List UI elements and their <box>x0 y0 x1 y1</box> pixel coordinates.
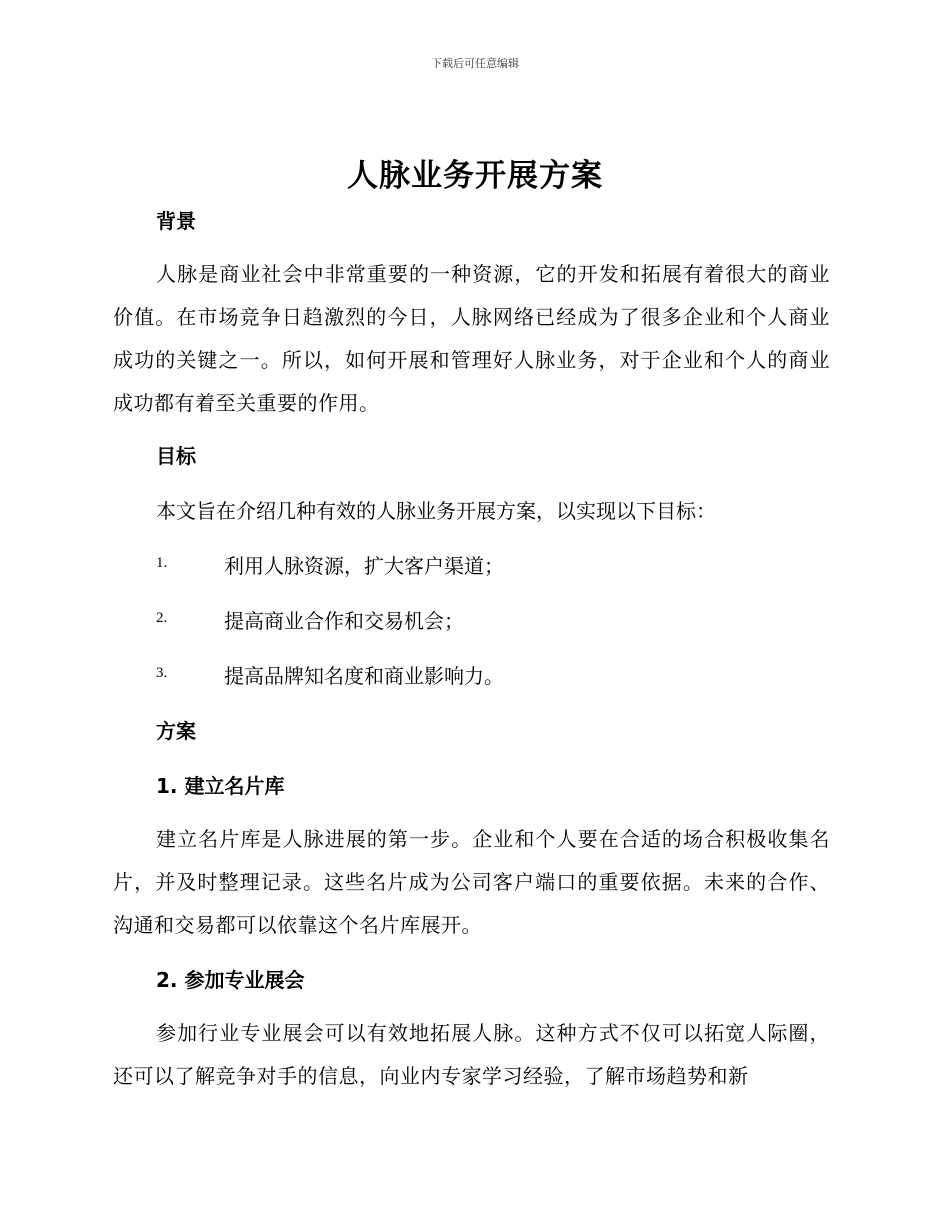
plan1-paragraph: 建立名片库是人脉进展的第一步。企业和个人要在合适的场合积极收集名片，并及时整理记录。这些名片成为公司客户端口的重要依据。未来的合作、沟通和交易都可以依靠这个名片库展开。 <box>113 827 830 937</box>
list-text: 利用人脉资源，扩大客户渠道； <box>224 554 504 578</box>
goal-heading: 目标 <box>156 444 196 468</box>
plan2-paragraph: 参加行业专业展会可以有效地拓展人脉。这种方式不仅可以拓宽人际圈，还可以了解竞争对手的信息，向业内专家学习经验，了解市场趋势和新 <box>113 1021 830 1088</box>
list-text: 提高商业合作和交易机会； <box>224 609 464 633</box>
goal-list-item <box>156 552 836 580</box>
goal-list-item <box>156 662 836 690</box>
goal-intro: 本文旨在介绍几种有效的人脉业务开展方案，以实现以下目标： <box>156 499 716 523</box>
plan2-heading: 2. 参加专业展会 <box>156 968 305 992</box>
background-paragraph: 人脉是商业社会中非常重要的一种资源，它的开发和拓展有着很大的商业价值。在市场竞争日趋激烈的今日，人脉网络已经成为了很多企业和个人商业成功的关键之一。所以，如何开展和管理好人脉业务，对于企业和个人的商业成功都有着至关重要的作用。 <box>113 262 830 415</box>
list-text: 提高品牌知名度和商业影响力。 <box>224 664 504 688</box>
plan-heading: 方案 <box>156 719 196 743</box>
list-number: 2. <box>156 610 168 626</box>
document-title: 人脉业务开展方案 <box>347 158 603 194</box>
plan1-heading: 1. 建立名片库 <box>156 774 285 798</box>
list-number: 1. <box>156 555 168 571</box>
header-note: 下载后可任意编辑 <box>431 57 519 70</box>
background-heading: 背景 <box>156 209 196 233</box>
goal-list-item <box>156 607 836 635</box>
list-number: 3. <box>156 665 168 681</box>
